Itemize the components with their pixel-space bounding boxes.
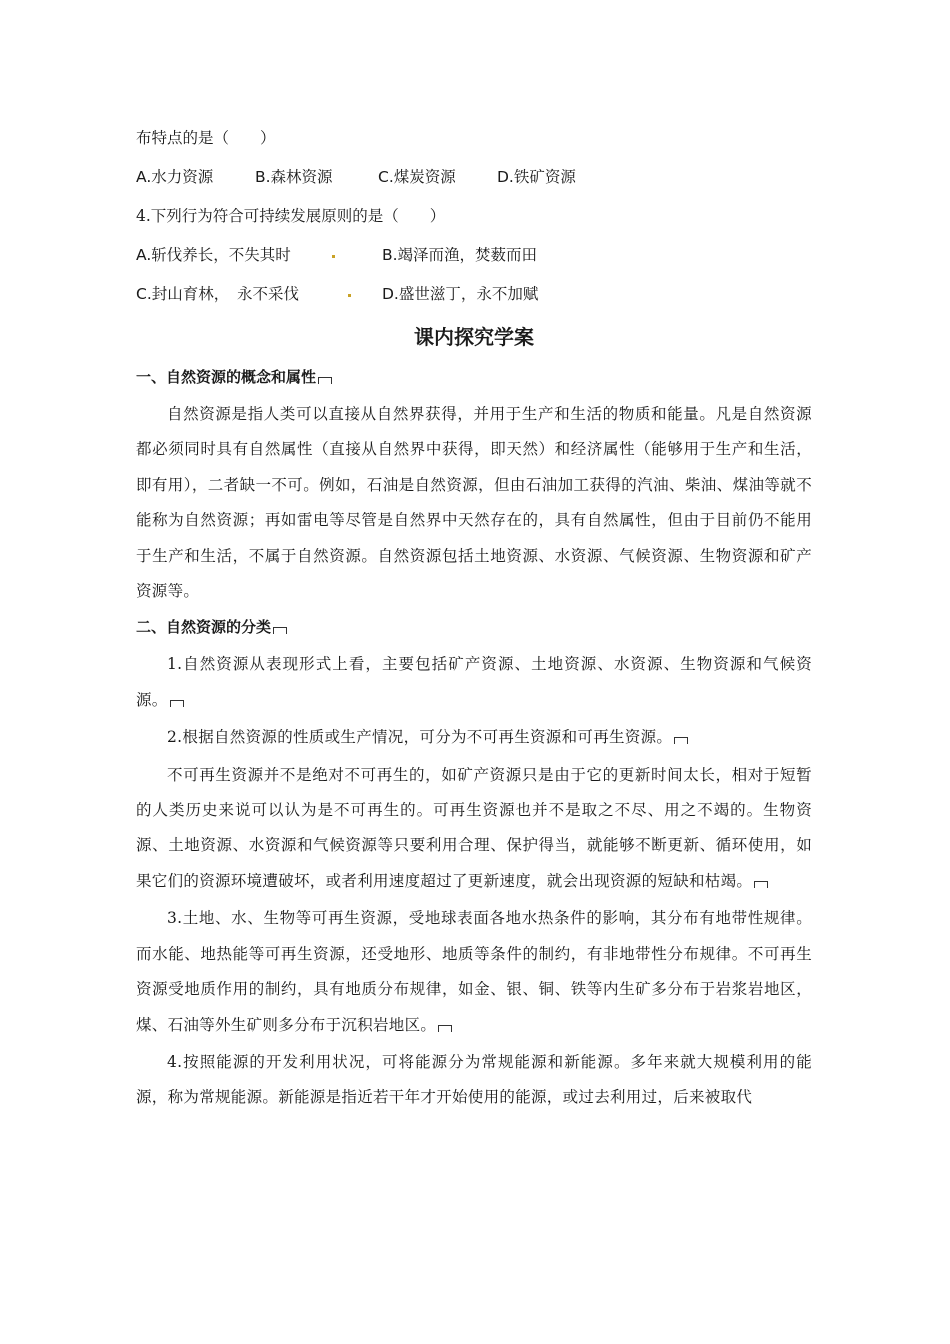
question-4-options-row1 [136,241,812,280]
heading-classification [136,611,812,647]
section-title: 课内探究学案 [414,325,534,349]
edit-mark-icon [674,737,688,744]
paragraph-1-text: 1.自然资源从表现形式上看，主要包括矿产资源、土地资源、水资源、生物资源和气候资源。 [136,655,812,709]
edit-mark-icon [438,1025,452,1032]
q3-option-b: B.森林资源 [255,168,333,186]
highlight-mark [332,241,382,280]
paragraph-nonrenewable-text: 不可再生资源并不是绝对不可再生的，如矿产资源只是由于它的更新时间太长，相对于短暂的人类历史来说可以认为是不可再生的。可再生资源也并不是取之不尽、用之不竭的。生物资源、土地资源、水资源和气候资源等只要利用合理、保护得当，就能够不断更新、循环使用，如果它们的资源环境遭破坏，或者利用速度超过了更新速度，就会出现资源的短缺和枯竭。 [136,765,812,890]
question-3-options [136,163,812,202]
paragraph-concept: 自然资源是指人类可以直接从自然界获得，并用于生产和生活的物质和能量。凡是自然资源都必须同时具有自然属性（直接从自然界中获得，即天然）和经济属性（能够用于生产和生活，即有用），二者缺一不可。例如，石油是自然资源，但由石油加工获得的汽油、柴油、煤油等就不能称为自然资源；再如雷电等尽管是自然界中天然存在的，具有自然属性，但由于目前仍不能用于生产和生活，不属于自然资源。自然资源包括土地资源、水资源、气候资源、生物资源和矿产资源等。 [136,405,812,601]
paragraph-2 [136,720,812,755]
q4-option-b: B.竭泽而渔，焚薮而田 [382,246,538,264]
q4-option-c: C.封山育林， 永不采伐 [136,285,300,303]
paragraph-3-text: 3.土地、水、生物等可再生资源，受地球表面各地水热条件的影响，其分布有地带性规律。而水能、地热能等可再生资源，还受地形、地质等条件的制约，有非地带性分布规律。不可再生资源受地质作用的制约，具有地质分布规律，如金、银、铜、铁等内生矿多分布于岩浆岩地区，煤、石油等外生矿则多分布于沉积岩地区。 [136,909,812,1034]
q4-option-a: A.斩伐养长，不失其时 [136,246,291,264]
q3-option-a: A.水力资源 [136,168,214,186]
paragraph-3 [136,901,812,1043]
edit-mark-icon [273,627,287,634]
question-4-stem: 4.下列行为符合可持续发展原则的是（ ） [136,207,446,225]
document-content [136,124,812,1118]
q4-option-d: D.盛世滋丁，永不加赋 [382,285,539,303]
paragraph-1 [136,647,812,718]
edit-mark-icon [170,700,184,707]
paragraph-4: 4.按照能源的开发利用状况，可将能源分为常规能源和新能源。多年来就大规模利用的能源，称为常规能源。新能源是指近若干年才开始使用的能源，或过去利用过，后来被取代 [136,1052,812,1107]
question-4-options-row2 [136,280,812,319]
heading-concept [136,361,812,397]
heading-concept-text: 一、自然资源的概念和属性 [136,368,317,386]
highlight-mark [348,280,382,319]
heading-classification-text: 二、自然资源的分类 [136,618,272,637]
paragraph-nonrenewable [136,758,812,900]
q3-option-d: D.铁矿资源 [497,168,576,186]
question-3-tail: 布特点的是（ ） [136,129,276,147]
edit-mark-icon [318,377,332,384]
q3-option-c: C.煤炭资源 [378,168,456,186]
edit-mark-icon [754,881,768,888]
paragraph-2-text: 2.根据自然资源的性质或生产情况，可分为不可再生资源和可再生资源。 [167,728,673,747]
